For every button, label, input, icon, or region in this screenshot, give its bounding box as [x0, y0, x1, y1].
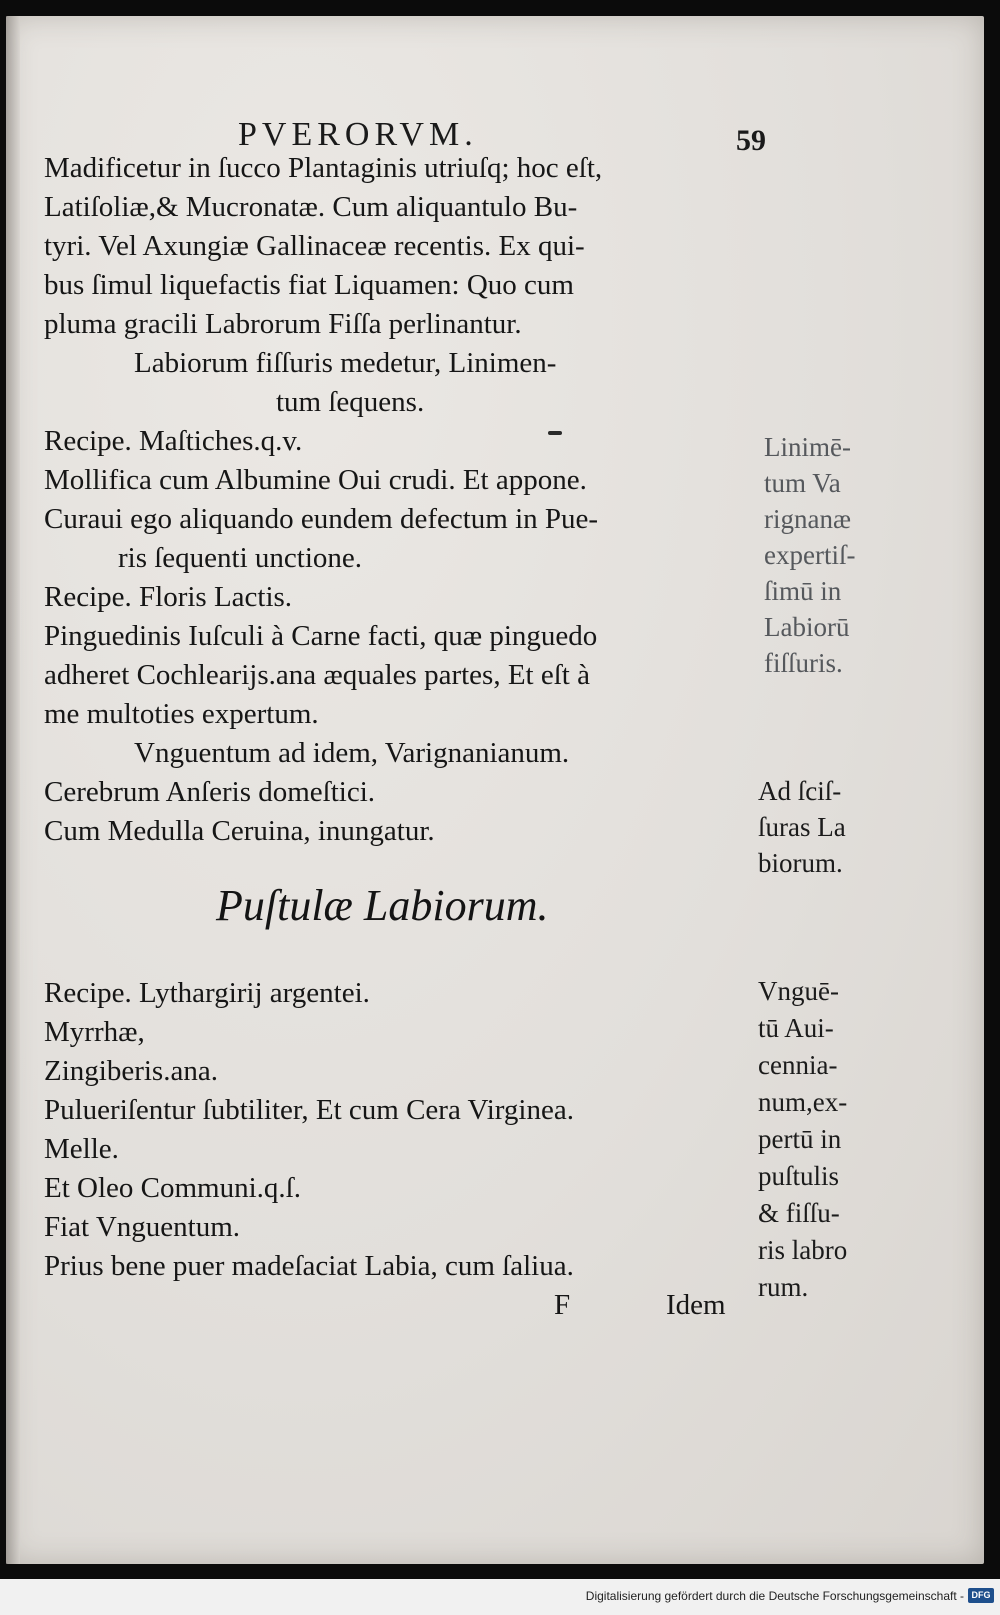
text-line: Recipe. Maſtiches.q.v. — [44, 425, 303, 457]
ink-mark — [548, 431, 562, 435]
heading-line: tum ſequens. — [276, 386, 425, 418]
text-line: Pulueriſentur ſubtiliter, Et cum Cera Virginea. — [44, 1094, 574, 1126]
margin-note-line: ris labro — [758, 1235, 848, 1265]
page-number: 59 — [736, 124, 766, 157]
margin-note-line: ſimū in — [764, 576, 842, 606]
margin-note-line: ſuras La — [758, 812, 846, 842]
text-line: Recipe. Floris Lactis. — [44, 581, 293, 613]
digitization-footer — [0, 1579, 1000, 1615]
margin-note-line: tū Aui- — [758, 1013, 834, 1043]
margin-note-line: Linimē- — [764, 432, 851, 462]
running-title: PVERORVM. — [238, 116, 478, 153]
text-line: adheret Cochlearijs.ana æquales partes, Et eſt à — [44, 659, 590, 691]
text-line: Cum Medulla Ceruina, inungatur. — [44, 815, 435, 847]
text-line: ris ſequenti unctione. — [118, 542, 363, 574]
margin-note-line: biorum. — [758, 848, 843, 878]
text-line: tyri. Vel Axungiæ Gallinaceæ recentis. Ex qui- — [44, 230, 585, 262]
margin-note-line: cennia- — [758, 1050, 838, 1080]
catchword: Idem — [666, 1289, 726, 1321]
text-line: Curaui ego aliquando eundem defectum in Pue- — [44, 503, 599, 535]
text-line: Latiſoliæ,& Mucronatæ. Cum aliquantulo Bu- — [44, 191, 578, 223]
margin-note-line: Labiorū — [764, 612, 850, 642]
margin-note-line: puſtulis — [758, 1161, 840, 1191]
margin-note-line: fiſſuris. — [764, 648, 843, 678]
text-line: Pinguedinis Iuſculi à Carne facti, quæ pinguedo — [44, 620, 598, 652]
section-heading: Puſtulæ Labiorum. — [216, 881, 549, 930]
text-line: Melle. — [44, 1133, 119, 1165]
margin-note-line: expertiſ- — [764, 540, 856, 570]
text-line: Mollifica cum Albumine Oui crudi. Et appone. — [44, 464, 587, 496]
text-line: bus ſimul liquefactis fiat Liquamen: Quo cum — [44, 269, 574, 301]
text-line: Fiat Vnguentum. — [44, 1211, 241, 1243]
text-line: pluma gracili Labrorum Fiſſa perlinantur. — [44, 308, 522, 340]
dfg-logo-icon: DFG — [968, 1588, 994, 1603]
signature-mark: F — [554, 1289, 571, 1321]
margin-note-line: & fiſſu- — [758, 1198, 840, 1228]
text-line: Cerebrum Anſeris domeſtici. — [44, 776, 376, 808]
margin-note-line: tum Va — [764, 468, 841, 498]
margin-note-line: rum. — [758, 1272, 809, 1302]
text-line: Recipe. Lythargirij argentei. — [44, 977, 370, 1009]
text-line: me multoties expertum. — [44, 698, 319, 730]
heading-line: Vnguentum ad idem, Varignanianum. — [134, 737, 570, 769]
book-page — [6, 16, 984, 1564]
margin-note-line: num,ex- — [758, 1087, 848, 1117]
margin-note-line: Ad ſciſ- — [758, 776, 842, 806]
funding-credit: Digitalisierung gefördert durch die Deutsche Forschungsgemeinschaft - — [585, 1589, 964, 1603]
text-line: Et Oleo Communi.q.ſ. — [44, 1172, 301, 1204]
text-line: Madificetur in ſucco Plantaginis utriuſq; hoc eſt, — [44, 152, 603, 184]
page-gutter-shadow — [6, 16, 20, 1564]
margin-note-line: Vnguē- — [758, 976, 839, 1006]
heading-line: Labiorum fiſſuris medetur, Linimen- — [134, 347, 557, 379]
margin-note-line: pertū in — [758, 1124, 842, 1154]
text-line: Zingiberis.ana. — [44, 1055, 218, 1087]
text-line: Prius bene puer madeſaciat Labia, cum ſaliua. — [44, 1250, 574, 1282]
margin-note-line: rignanæ — [764, 504, 851, 534]
text-line: Myrrhæ, — [44, 1016, 145, 1048]
